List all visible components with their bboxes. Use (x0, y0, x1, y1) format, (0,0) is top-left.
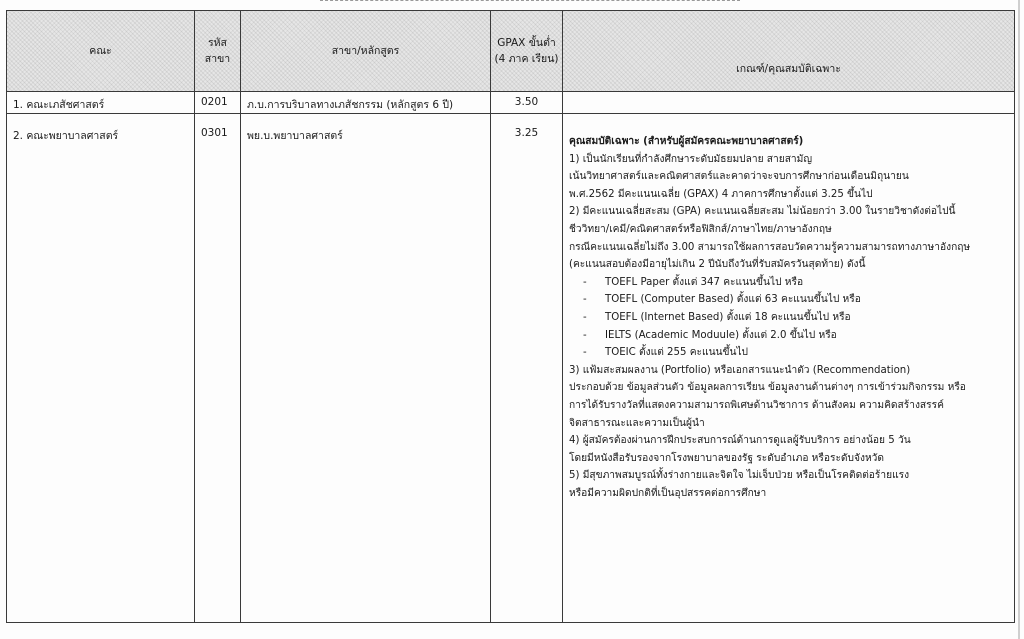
criteria-title: คุณสมบัติเฉพาะ (สำหรับผู้สมัครคณะพยาบาลศาสตร์) (569, 136, 804, 147)
criteria-line: 3) แฟ้มสะสมผลงาน (Portfolio) หรือเอกสารแนะนำตัว (Recommendation) (569, 364, 911, 376)
table-row (7, 114, 1015, 623)
criteria-line: ชีววิทยา/เคมี/คณิตศาสตร์หรือฟิสิกส์/ภาษาไทย/ภาษาอังกฤษ (569, 223, 832, 235)
criteria-line: 4) ผู้สมัครต้องผ่านการฝึกประสบการณ์ด้านการดูแลผู้รับบริการ อย่างน้อย 5 วัน (569, 435, 911, 447)
faculty-cell: 1. คณะเภสัชศาสตร์ (7, 92, 195, 114)
criteria-line: จิตสาธารณะและความเป็นผู้นำ (569, 417, 705, 429)
criteria-line: กรณีคะแนนเฉลี่ยไม่ถึง 3.00 สามารถใช้ผลการสอบวัดความรู้ความสามารถทางภาษาอังกฤษ (569, 241, 971, 253)
list-item: - TOEFL Paper ตั้งแต่ 347 คะแนนขึ้นไป หรือ (583, 276, 804, 288)
top-scan-line (320, 0, 740, 4)
program-cell: พย.บ.พยาบาลศาสตร์ (241, 114, 491, 623)
list-item: - TOEIC ตั้งแต่ 255 คะแนนขึ้นไป (583, 347, 749, 359)
header-code: รหัส สาขา (195, 11, 241, 92)
table-row (7, 92, 1015, 114)
list-item: - TOEFL (Internet Based) ตั้งแต่ 18 คะแนนขึ้นไป หรือ (583, 311, 851, 323)
criteria-line: 1) เป็นนักเรียนที่กำลังศึกษาระดับมัธยมปลาย สายสามัญ (569, 153, 813, 165)
scan-edge (1018, 0, 1020, 639)
header-gpax: GPAX ขั้นต่ำ (4 ภาค เรียน) (491, 11, 563, 92)
code-cell: 0301 (195, 114, 241, 623)
criteria-cell (563, 114, 1015, 623)
header-program: สาขา/หลักสูตร (241, 11, 491, 92)
criteria-line: การได้รับรางวัลที่แสดงความสามารถพิเศษด้านวิชาการ ด้านสังคม ความคิดสร้างสรรค์ (569, 399, 944, 411)
criteria-line: (คะแนนสอบต้องมีอายุไม่เกิน 2 ปีนับถึงวันที่รับสมัครวันสุดท้าย) ดังนี้ (569, 259, 866, 271)
header-row (7, 11, 1015, 92)
criteria-line: พ.ศ.2562 มีคะแนนเฉลี่ย (GPAX) 4 ภาคการศึกษาตั้งแต่ 3.25 ขึ้นไป (569, 188, 873, 200)
criteria-line: 5) มีสุขภาพสมบูรณ์ทั้งร่างกายและจิตใจ ไม่เจ็บป่วย หรือเป็นโรคติดต่อร้ายแรง (569, 470, 910, 482)
header-faculty: คณะ (7, 11, 195, 92)
criteria-line: โดยมีหนังสือรับรองจากโรงพยาบาลของรัฐ ระดับอำเภอ หรือระดับจังหวัด (569, 452, 885, 464)
faculty-cell: 2. คณะพยาบาลศาสตร์ (7, 114, 195, 623)
admission-criteria-table (6, 10, 1015, 623)
list-item: - IELTS (Academic Moduule) ตั้งแต่ 2.0 ขึ้นไป หรือ (583, 329, 837, 341)
gpax-cell: 3.25 (491, 114, 563, 623)
header-criteria: เกณฑ์/คุณสมบัติเฉพาะ (563, 11, 1015, 92)
gpax-cell: 3.50 (491, 92, 563, 114)
criteria-cell (563, 92, 1015, 114)
criteria-text (563, 114, 1014, 502)
program-cell: ภ.บ.การบริบาลทางเภสัชกรรม (หลักสูตร 6 ปี) (241, 92, 491, 114)
criteria-line: 2) มีคะแนนเฉลี่ยสะสม (GPA) คะแนนเฉลี่ยสะสม ไม่น้อยกว่า 3.00 ในรายวิชาดังต่อไปนี้ (569, 206, 956, 218)
criteria-line: หรือมีความผิดปกติที่เป็นอุปสรรคต่อการศึกษา (569, 487, 767, 499)
list-item: - TOEFL (Computer Based) ตั้งแต่ 63 คะแนนขึ้นไป หรือ (583, 294, 861, 306)
code-cell: 0201 (195, 92, 241, 114)
criteria-line: ประกอบด้วย ข้อมูลส่วนตัว ข้อมูลผลการเรียน ข้อมูลงานด้านต่างๆ การเข้าร่วมกิจกรรม หรือ (569, 382, 966, 394)
criteria-line: เน้นวิทยาศาสตร์และคณิตศาสตร์และคาดว่าจะจบการศึกษาก่อนเดือนมิถุนายน (569, 171, 909, 183)
